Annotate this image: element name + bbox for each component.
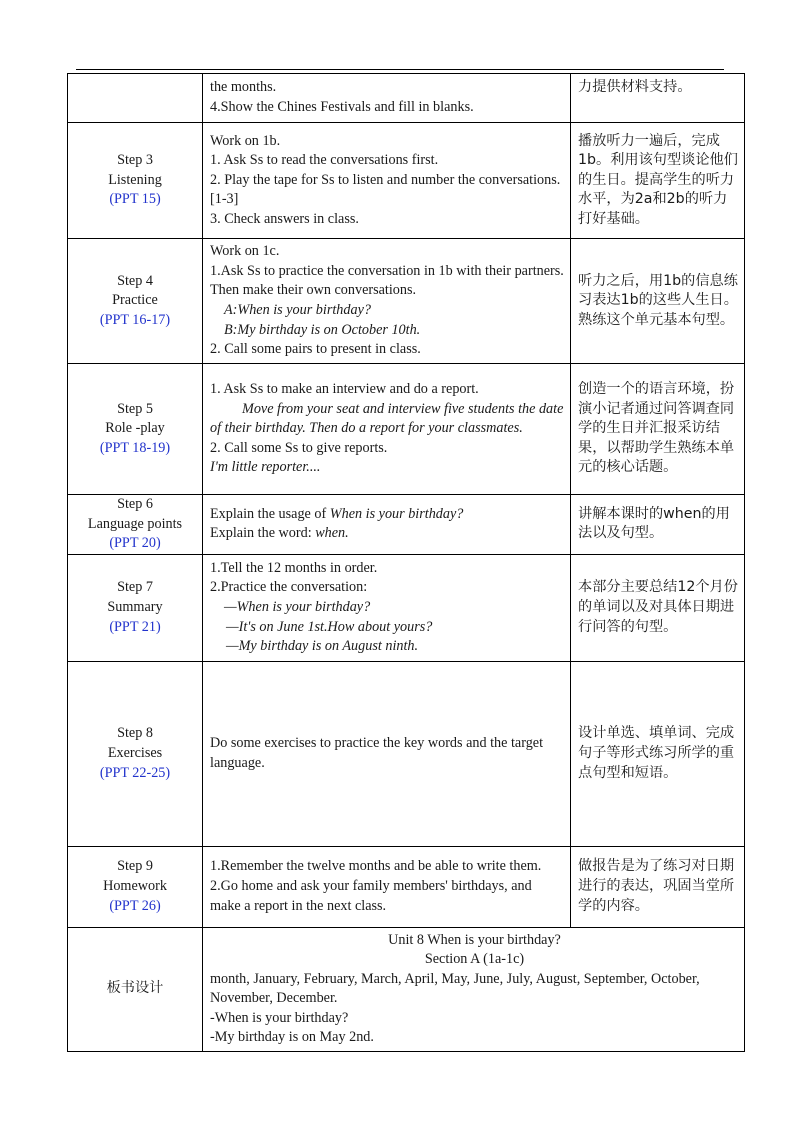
intent-text: 做报告是为了练习对日期进行的表达，巩固当堂所学的内容。 — [578, 858, 735, 914]
activity-text: I'm little reporter.... — [210, 459, 321, 476]
activity-text: 1. Ask Ss to make an interview and do a report. — [210, 381, 479, 398]
activity-text: 2. Call some Ss to give reports. — [210, 439, 388, 456]
step-cell — [68, 123, 203, 239]
activity-text: 4.Show the Chines Festivals and fill in blanks. — [210, 99, 474, 115]
table-row — [68, 661, 745, 846]
step-name: Listening — [108, 171, 162, 188]
intent-text: 设计单选、填单词、完成句子等形式练习所学的重点句型和短语。 — [578, 725, 735, 781]
intent-text: 播放听力一遍后，完成1b。利用该句型谈论他们的生日。提高学生的听力水平，为2a和2b的听力打好基础。 — [578, 132, 738, 227]
table-row — [68, 495, 745, 555]
step-cell — [68, 239, 203, 364]
step-name: Language points — [87, 515, 183, 532]
activity-text: 2.Go home and ask your family members' birthdays, and make a report in the next class. — [210, 877, 532, 914]
table-row — [68, 364, 745, 495]
step-cell — [68, 364, 203, 495]
step-number: Step 9 — [117, 858, 153, 875]
activity-text: Explain the word: — [210, 525, 316, 542]
board-sentence: -My birthday is on May 2nd. — [210, 1029, 374, 1046]
step-cell — [68, 661, 203, 846]
activity-text: when. — [315, 525, 349, 542]
step-number: Step 6 — [117, 496, 153, 512]
table-row — [68, 74, 745, 123]
activity-cell — [203, 495, 571, 555]
header-rule — [76, 69, 724, 70]
table-row — [68, 846, 745, 927]
intent-text: 创造一个的语言环境，扮演小记者通过问答调查同学的生日并汇报采访结果，以帮助学生熟练本单元的核心话题。 — [578, 381, 735, 476]
ppt-ref: (PPT 21) — [109, 618, 161, 635]
step-cell — [68, 74, 203, 123]
intent-cell — [571, 554, 745, 661]
board-design-cell — [203, 927, 745, 1051]
activity-cell — [203, 239, 571, 364]
step-name: Role -play — [105, 420, 165, 437]
activity-text: Do some exercises to practice the key words and the target language. — [210, 735, 544, 771]
activity-text: 1. Ask Ss to read the conversations first. — [210, 152, 439, 169]
board-design-label-cell — [68, 927, 203, 1051]
table-row — [68, 123, 745, 239]
intent-cell — [571, 661, 745, 846]
table-row — [68, 554, 745, 661]
board-vocabulary: month, January, February, March, April, May, June, July, August, September, October, November, December. — [210, 970, 700, 1007]
activity-cell — [203, 123, 571, 239]
intent-text: 讲解本课时的when的用法以及句型。 — [578, 505, 730, 542]
step-number: Step 8 — [117, 725, 153, 742]
lesson-plan-table — [67, 73, 745, 1052]
intent-cell — [571, 239, 745, 364]
table-row — [68, 239, 745, 364]
activity-text: Work on 1b. — [210, 132, 281, 149]
board-design-label: 板书设计 — [106, 980, 164, 997]
dialogue-line: B:My birthday is on October 10th. — [224, 321, 421, 338]
step-number: Step 4 — [117, 272, 153, 289]
activity-text: 2. Call some pairs to present in class. — [210, 341, 421, 358]
table-row — [68, 927, 745, 1051]
activity-cell — [203, 554, 571, 661]
dialogue-line: A:When is your birthday? — [224, 302, 371, 318]
activity-cell — [203, 661, 571, 846]
step-cell — [68, 846, 203, 927]
step-number: Step 7 — [117, 579, 153, 596]
board-sentence: -When is your birthday? — [210, 1009, 349, 1026]
ppt-ref: (PPT 22-25) — [99, 764, 171, 781]
activity-text — [210, 505, 565, 525]
dialogue-line: —When is your birthday? — [224, 598, 371, 615]
activity-text — [210, 524, 565, 544]
step-number: Step 5 — [117, 400, 153, 417]
ppt-ref: (PPT 16-17) — [99, 311, 171, 328]
ppt-ref: (PPT 26) — [109, 897, 161, 914]
activity-text: 2.Practice the conversation: — [210, 579, 368, 596]
intent-text: 听力之后，用1b的信息练习表达1b的这些人生日。熟练这个单元基本句型。 — [578, 272, 738, 328]
activity-text: 1.Tell the 12 months in order. — [210, 559, 378, 576]
step-cell — [68, 495, 203, 555]
step-name: Exercises — [107, 744, 163, 761]
activity-cell — [203, 74, 571, 123]
intent-cell — [571, 74, 745, 123]
ppt-ref: (PPT 15) — [109, 191, 161, 208]
activity-cell — [203, 364, 571, 495]
activity-text: 1.Ask Ss to practice the conversation in 1b with their partners. Then make their own conversations. — [210, 262, 564, 299]
board-section: Section A (1a-1c) — [424, 951, 525, 968]
activity-text: 2. Play the tape for Ss to listen and number the conversations.[1-3] — [210, 171, 561, 208]
activity-text: When is your birthday? — [329, 505, 464, 522]
activity-cell — [203, 846, 571, 927]
intent-text: 本部分主要总结12个月份的单词以及对具体日期进行问答的句型。 — [578, 579, 738, 635]
ppt-ref: (PPT 20) — [109, 535, 161, 552]
intent-cell — [571, 123, 745, 239]
activity-text: 1.Remember the twelve months and be able to write them. — [210, 858, 542, 875]
board-title: Unit 8 When is your birthday? — [388, 931, 561, 948]
intent-text: 力提供材料支持。 — [578, 79, 692, 95]
step-name: Practice — [112, 292, 158, 309]
activity-text: the months. — [210, 79, 277, 96]
step-name: Homework — [103, 877, 167, 894]
activity-text: 3. Check answers in class. — [210, 210, 359, 227]
step-cell — [68, 554, 203, 661]
dialogue-line: —It's on June 1st.How about yours? — [226, 618, 433, 635]
step-name: Summary — [107, 598, 163, 615]
intent-cell — [571, 846, 745, 927]
intent-cell — [571, 495, 745, 555]
dialogue-line: —My birthday is on August ninth. — [226, 638, 419, 655]
ppt-ref: (PPT 18-19) — [99, 439, 171, 456]
step-number: Step 3 — [117, 152, 153, 169]
activity-text: Explain the usage of — [210, 505, 330, 522]
activity-text: Work on 1c. — [210, 243, 280, 260]
activity-text: Move from your seat and interview five students the date of their birthday. Then do a report for your classmates. — [210, 400, 564, 437]
intent-cell — [571, 364, 745, 495]
